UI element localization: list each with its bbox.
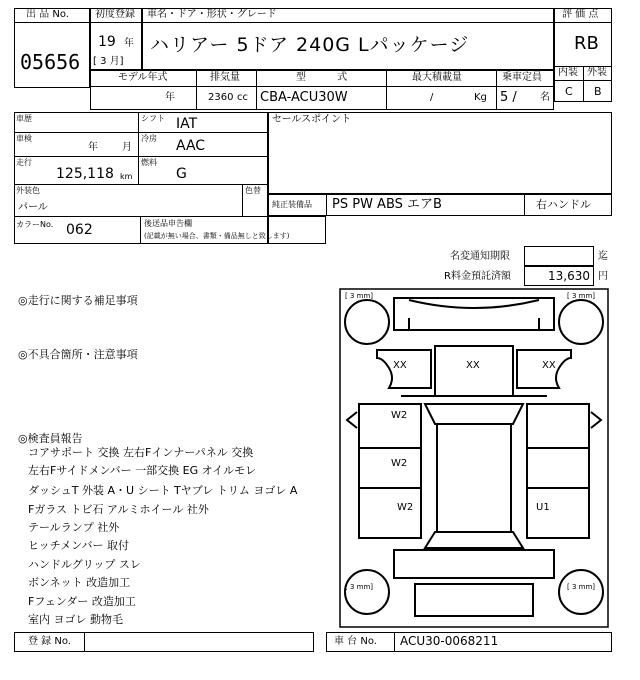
aftermarket-label: 後送品申告欄 [144, 219, 192, 228]
car-name: ハリアー 5ドア 240G Lパッケージ [150, 34, 470, 56]
inspection-month-unit: 月 [122, 142, 132, 153]
mark-right-quarter: U1 [536, 502, 550, 513]
lot-number-label: 出 品 No. [26, 9, 69, 20]
report-line: テールランプ 社外 [28, 521, 120, 534]
model-year-unit: 年 [165, 92, 175, 103]
score: RB [574, 33, 599, 54]
displacement-value: 2360 [208, 92, 234, 103]
first-registration-label: 初度登録 [95, 9, 135, 20]
lot-number: 05656 [20, 50, 81, 74]
mark-left-quarter: W2 [397, 502, 414, 513]
color-change-label: 色替 [245, 186, 261, 195]
tire-rear-right: [ 3 mm] [567, 583, 596, 591]
equipment-value: PS PW ABS エアB [332, 197, 442, 212]
report-line: コアサポート 交換 左右Fインナーパネル 交換 [28, 446, 254, 459]
shift-value: IAT [176, 116, 198, 132]
tire-front-right: [ 3 mm] [567, 292, 596, 300]
aftermarket-note: (記載が無い場合、書類・備品無しと致します) [144, 232, 290, 240]
max-load-unit: Kg [474, 92, 487, 103]
mark-front-left-fender: XX [393, 360, 407, 371]
car-damage-diagram [339, 288, 609, 628]
interior-grade: C [565, 85, 573, 98]
report-line: ダッシュT 外装 A・U シート Tヤブレ トリム ヨゴレ A [28, 484, 298, 497]
max-load-slash: / [430, 92, 434, 103]
fuel-value: G [176, 166, 187, 182]
mileage-unit: km [120, 172, 133, 181]
name-change-box [524, 246, 594, 266]
aircon-label: 冷房 [141, 134, 157, 143]
aftermarket-box [268, 216, 326, 244]
interior-label: 内装 [558, 67, 578, 78]
recycle-fee-amount: 13,630 [548, 269, 590, 283]
exterior-color-label: 外装色 [16, 186, 40, 195]
fuel-label: 燃料 [141, 158, 157, 167]
report-line: ハンドルグリップ スレ [28, 558, 141, 571]
report-line: ボンネット 改造加工 [28, 576, 131, 589]
report-line: Fフェンダー 改造加工 [28, 595, 136, 608]
first-registration-month: [ 3 月] [93, 56, 124, 67]
report-line: 左右Fサイドメンバー 一部交換 EG オイルモレ [28, 464, 257, 477]
report-line: ヒッチメンバー 取付 [28, 539, 129, 552]
capacity-label: 乗車定員 [502, 72, 542, 83]
color-number-value: 062 [66, 222, 93, 238]
exterior-color-value: パール [18, 202, 48, 213]
chassis-number: ACU30-0068211 [400, 634, 499, 648]
model-code-label: 型 式 [296, 72, 348, 83]
tire-front-left: [ 3 mm] [345, 292, 374, 300]
tire-rear-left: [ 3 mm] [345, 583, 374, 591]
inspector-report-heading: ◎検査員報告 [18, 432, 83, 445]
displacement-unit: cc [237, 92, 248, 103]
defects-heading: ◎不具合箇所・注意事項 [18, 348, 138, 361]
recycle-fee-unit: 円 [598, 271, 608, 282]
model-code: CBA-ACU30W [260, 90, 348, 105]
handle-value: 右ハンドル [536, 198, 591, 211]
displacement-label: 排気量 [210, 72, 240, 83]
inspection-label: 車検 [16, 134, 32, 143]
first-registration-year: 19 [98, 34, 116, 50]
mileage-value: 125,118 [56, 166, 114, 182]
sales-points-label: セールスポイント [272, 114, 352, 125]
equipment-label: 純正装備品 [272, 200, 312, 209]
registration-label: 登 録 No. [28, 636, 71, 647]
inspection-year-unit: 年 [88, 142, 98, 153]
chassis-label: 車 台 No. [334, 636, 377, 647]
report-line: 室内 ヨゴレ 動物毛 [28, 613, 123, 626]
name-change-label: 名変通知期限 [450, 251, 510, 262]
recycle-fee-label: R料金預託済額 [444, 271, 511, 282]
exterior-label: 外装 [587, 67, 607, 78]
mark-left-front-door: W2 [391, 410, 408, 421]
capacity-value: 5 / [500, 90, 517, 105]
history-label: 車歴 [16, 114, 32, 123]
shift-label: シフト [141, 114, 165, 123]
mark-left-rear-door: W2 [391, 458, 408, 469]
car-diagram-svg [339, 288, 609, 628]
model-year-label: モデル年式 [118, 72, 168, 83]
capacity-unit: 名 [540, 92, 550, 103]
score-label: 評 価 点 [562, 9, 599, 20]
mark-front-right-fender: XX [542, 360, 556, 371]
aircon-value: AAC [176, 138, 206, 154]
mark-hood: XX [466, 360, 480, 371]
name-change-unit: 迄 [598, 251, 608, 262]
year-unit: 年 [124, 38, 134, 49]
max-load-label: 最大積載量 [412, 72, 462, 83]
exterior-grade: B [594, 85, 602, 98]
color-number-label: カラーNo. [16, 220, 54, 229]
car-name-label: 車名・ドア・形状・グレード [147, 9, 277, 20]
report-line: Fガラス トビ石 アルミホイール 社外 [28, 503, 209, 516]
driving-notes-heading: ◎走行に関する補足事項 [18, 294, 138, 307]
mileage-label: 走行 [16, 158, 32, 167]
